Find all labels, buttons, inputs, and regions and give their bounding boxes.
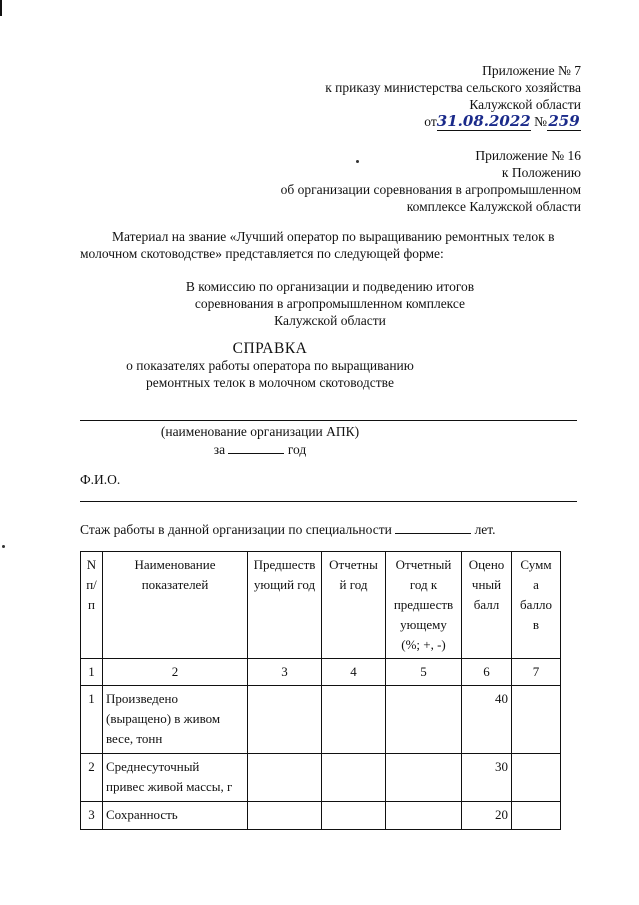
header-line: Отчетный	[395, 557, 452, 572]
experience-line	[80, 521, 496, 538]
table-row	[81, 802, 561, 830]
fio-line	[80, 501, 577, 502]
header-cell-ratio	[386, 552, 462, 659]
indicator-name-line: привес живой массы, г	[106, 779, 233, 794]
indicator-name-line: весе, тонн	[106, 731, 163, 746]
certificate-subtitle-2: ремонтных телок в молочном скотоводстве	[146, 375, 394, 390]
scan-corner-mark	[0, 0, 2, 16]
header-cell-number	[81, 552, 103, 659]
organization-caption: (наименование организации АПК)	[160, 424, 360, 439]
header-line: (%; +, -)	[401, 637, 446, 652]
row-total-cell	[512, 754, 561, 802]
header-block	[181, 62, 581, 131]
row-number: 1	[81, 686, 103, 754]
organization-caption-block	[120, 423, 400, 459]
experience-blank	[395, 521, 471, 534]
column-number-cell: 7	[512, 659, 561, 686]
column-number-cell: 4	[322, 659, 386, 686]
appendix-16-label: Приложение № 16	[475, 148, 581, 163]
intro-line-2: молочном скотоводстве» представляется по следующей форме:	[80, 246, 444, 261]
row-score: 40	[462, 686, 512, 754]
organization-name-line	[80, 420, 577, 421]
row-number: 2	[81, 754, 103, 802]
header-line: балл	[473, 597, 500, 612]
competition-line: об организации соревнования в агропромышленном	[280, 182, 581, 197]
table-row	[81, 686, 561, 754]
experience-label: Стаж работы в данной организации по специальности	[80, 522, 392, 537]
commission-line-2: соревнования в агропромышленном комплексе	[194, 296, 466, 311]
column-number-cell: 3	[248, 659, 322, 686]
commission-address	[140, 278, 520, 329]
row-number: 3	[81, 802, 103, 830]
row-total-cell	[512, 686, 561, 754]
number-prefix: №	[534, 114, 547, 129]
row-previous-year-cell	[248, 686, 322, 754]
order-line: к приказу министерства сельского хозяйства	[325, 80, 581, 95]
row-previous-year-cell	[248, 754, 322, 802]
header-cell-total	[512, 552, 561, 659]
row-indicator-name	[103, 686, 248, 754]
row-ratio-cell	[386, 754, 462, 802]
header-line: й год	[339, 577, 368, 592]
row-total-cell	[512, 802, 561, 830]
header-line: а	[533, 577, 539, 592]
header-line: п/п	[86, 577, 97, 612]
commission-line-3: Калужской области	[274, 313, 386, 328]
column-number-cell: 6	[462, 659, 512, 686]
header-line: Сумм	[520, 557, 552, 572]
fio-label: Ф.И.О.	[80, 472, 121, 487]
intro-paragraph	[80, 228, 590, 262]
years-label: лет.	[474, 522, 496, 537]
indicators-table	[80, 551, 561, 830]
appendix-7-label: Приложение № 7	[482, 63, 581, 78]
intro-line-1: Материал на звание «Лучший оператор по выращиванию ремонтных телок в	[112, 229, 555, 244]
column-number-cell: 5	[386, 659, 462, 686]
header-line: показателей	[141, 577, 209, 592]
region-line: Калужской области	[469, 97, 581, 112]
row-score: 20	[462, 802, 512, 830]
indicator-name-line: Произведено	[106, 691, 178, 706]
certificate-title: СПРАВКА	[232, 340, 308, 357]
indicator-name-line: Сохранность	[106, 807, 178, 822]
header-cell-previous-year	[248, 552, 322, 659]
table-row	[81, 754, 561, 802]
date-prefix: от	[424, 114, 437, 129]
row-score: 30	[462, 754, 512, 802]
header-line: предшеств	[393, 597, 454, 612]
table-header-row	[81, 552, 561, 659]
period-line	[120, 441, 400, 459]
row-reporting-year-cell	[322, 802, 386, 830]
row-reporting-year-cell	[322, 686, 386, 754]
column-number-cell: 2	[103, 659, 248, 686]
order-number-handwritten: 259	[548, 112, 580, 130]
header-line: в	[532, 617, 540, 632]
header-line: N	[86, 557, 97, 572]
for-label: за	[213, 442, 226, 457]
certificate-subtitle-1: о показателях работы оператора по выращиванию	[126, 358, 414, 373]
header-line: год к	[409, 577, 438, 592]
header-line: ующему	[400, 617, 447, 632]
row-ratio-cell	[386, 686, 462, 754]
row-ratio-cell	[386, 802, 462, 830]
scan-speck	[2, 545, 5, 548]
commission-line-1: В комиссию по организации и подведению итогов	[185, 279, 475, 294]
indicator-name-line: Среднесуточный	[106, 759, 200, 774]
row-indicator-name	[103, 802, 248, 830]
row-previous-year-cell	[248, 802, 322, 830]
header-cell-reporting-year	[322, 552, 386, 659]
header-line: ующий год	[253, 577, 316, 592]
regulation-line: к Положению	[501, 165, 581, 180]
header-cell-indicator	[103, 552, 248, 659]
complex-line: комплексе Калужской области	[406, 199, 581, 214]
order-date-line	[181, 113, 581, 131]
year-label: год	[287, 442, 307, 457]
header-line: чный	[471, 577, 502, 592]
header-line: Предшеств	[253, 557, 316, 572]
certificate-heading	[80, 340, 460, 391]
header-line: Оцено	[468, 557, 505, 572]
header-line: Наименование	[134, 557, 216, 572]
header-line: Отчетны	[329, 557, 378, 572]
table-column-numbers-row	[81, 659, 561, 686]
column-number-cell: 1	[81, 659, 103, 686]
indicator-name-line: (выращено) в живом	[106, 711, 221, 726]
row-indicator-name	[103, 754, 248, 802]
header-block-2	[161, 147, 581, 215]
header-cell-score	[462, 552, 512, 659]
year-blank	[228, 441, 284, 454]
order-date-handwritten: 31.08.2022	[436, 112, 531, 130]
row-reporting-year-cell	[322, 754, 386, 802]
header-line: балло	[520, 597, 552, 612]
